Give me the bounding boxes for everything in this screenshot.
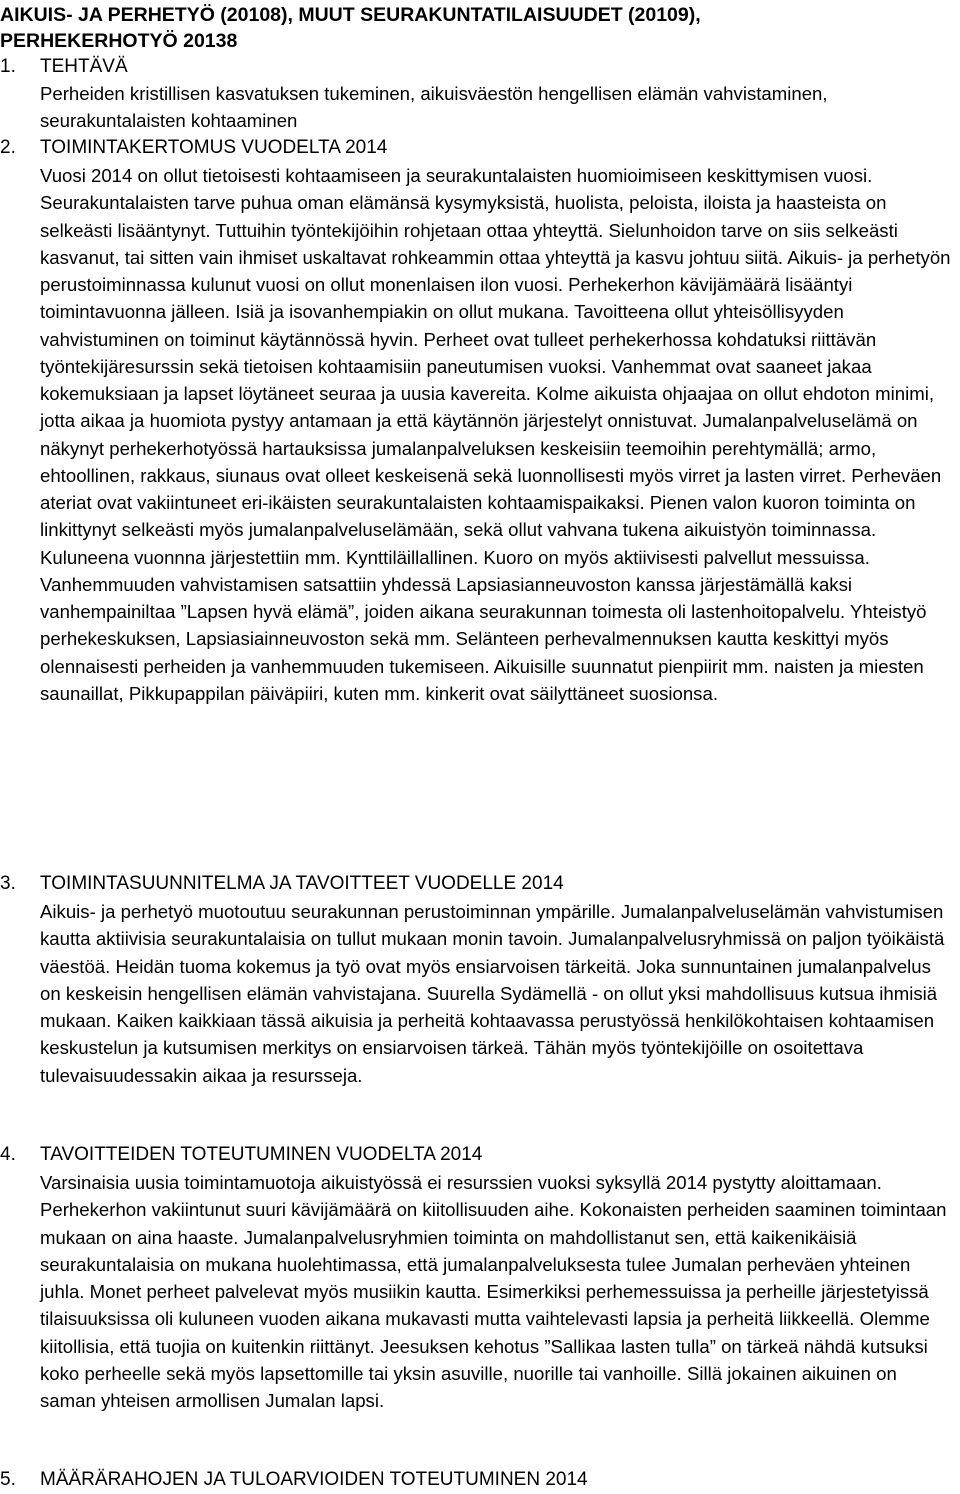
section-2-number: 2. (0, 137, 16, 158)
section-5-number: 5. (0, 1469, 16, 1490)
document-title (0, 2, 950, 54)
section-3-body: Aikuis- ja perhetyö muotoutuu seurakunnan perustoiminnan ympärille. Jumalanpalveluselämän vahvistumisen kautta aktiivisia seurakuntalaisia on tullut mukaan monin tavoin. Jumalanpalvelusryhmissä on paljon työikäistä väestöä. Heidän tuoma kokemus ja työ ovat myös ensiarvoisen tärkeitä. Joka sunnuntainen jumalanpalvelus on keskeisin hengellisen elämän vahvistajana. Suurella Sydämellä - on ollut yksi mahdollisuus kutsua ihmisiä mukaan. Kaiken kaikkiaan tässä aikuisia ja perheitä kohtaavassa perustyössä henkilökohtaisen kohtaamisen keskustelun ja kutsumisen merkitys on ensiarvoisen tärkeä. Tähän myös työntekijöille on osoitettava tulevaisuudessakin aikaa ja resursseja. (40, 901, 945, 1086)
section-1-number: 1. (0, 56, 16, 77)
section-2-heading: TOIMINTAKERTOMUS VUODELTA 2014 (40, 137, 388, 158)
document-title-line-1: AIKUIS- JA PERHETYÖ (20108), MUUT SEURAKUNTATILAISUUDET (20109), (0, 4, 701, 26)
section-4-number: 4. (0, 1144, 16, 1165)
section-3-number: 3. (0, 873, 16, 894)
section-5-heading: MÄÄRÄRAHOJEN JA TULOARVIOIDEN TOTEUTUMINEN 2014 (40, 1469, 588, 1490)
section-1-heading: TEHTÄVÄ (40, 56, 128, 77)
section-3-heading: TOIMINTASUUNNITELMA JA TAVOITTEET VUODELLE 2014 (40, 873, 564, 894)
section-4-body: Varsinaisia uusia toimintamuotoja aikuistyössä ei resurssien vuoksi syksyllä 2014 pystytty aloittamaan. Perhekerhon vakiintunut suuri kävijämäärä on kiitollisuuden aihe. Kokonaisten perheiden saaminen toimintaan mukaan on aina haaste. Jumalanpalvelusryhmien toiminta on mahdollistanut sen, että kaikenikäisiä seurakuntalaisia on mukana huolehtimassa, että jumalanpalveluksesta tulee Jumalan perheväen yhteinen juhla. Monet perheet palvelevat myös musiikin kautta. Esimerkiksi perhemessuissa ja perheille järjestetyissä tilaisuuksissa oli kuluneen vuoden aikana mukavasti mutta vaihtelevasti lapsia ja perheitä liikkeellä. Olemme kiitollisia, että tuojia on kuitenkin riittänyt. Jeesuksen kehotus ”Sallikaa lasten tulla” on tärkeä nähdä kutsuksi koko perheelle sekä myös lapsettomille tai yksin asuville, nuorille tai vanhoille. Sillä jokainen aikuinen on saman yhteisen armollisen Jumalan lapsi. (40, 1172, 947, 1411)
document-title-line-2: PERHEKERHOTYÖ 20138 (0, 30, 238, 52)
section-2-body: Vuosi 2014 on ollut tietoisesti kohtaamiseen ja seurakuntalaisten huomioimiseen keskittymisen vuosi. Seurakuntalaisten tarve puhua oman elämänsä kysymyksistä, huolista, peloista, iloista ja haasteista on selkeästi lisääntynyt. Tuttuihin työntekijöihin rohjetaan ottaa yhteyttä. Sielunhoidon tarve on siis selkeästi kasvanut, tai sitten vain ihmiset uskaltavat rohkeammin ottaa yhteyttä ja kasvu johtuu siitä. Aikuis- ja perhetyön perustoiminnassa kulunut vuosi on ollut monenlaisen ilon vuosi. Perhekerhon kävijämäärä lisääntyi toimintavuonna jälleen. Isiä ja isovanhempiakin on ollut mukana. Tavoitteena ollut yhteisöllisyyden vahvistuminen on toiminut käytännössä hyvin. Perheet ovat tulleet perhekerhossa kohdatuksi riittävän työntekijäresurssin sekä tietoisen kohtaamisiin paneutumisen vuoksi. Vanhemmat ovat saaneet jakaa kokemuksiaan ja lapset löytäneet seuraa ja uusia kavereita. Kolme aikuista ohjaajaa on ollut ehdoton minimi, jotta aikaa ja huomiota pystyy antamaan ja että käytännön järjestelyt onnistuvat. Jumalanpalveluselämä on näkynyt perhekerhotyössä hartauksissa jumalanpalveluksen keskeisiin teemoihin perehtymällä; armo, ehtoollinen, rakkaus, siunaus ovat olleet keskeisenä sekä luonnollisesti myös virret ja lasten virret. Perheväen ateriat ovat vakiintuneet eri-ikäisten seurakuntalaisten kohtaamispaikaksi. Pienen valon kuoron toiminta on linkittynyt selkeästi myös jumalanpalveluselämään, sekä ollut vahvana tukena aikuistyön toiminnassa. Kuluneena vuonnna järjestettiin mm. Kynttiläillallinen. Kuoro on myös aktiivisesti palvellut messuissa. Vanhemmuuden vahvistamisen satsattiin yhdessä Lapsiasianneuvoston kanssa järjestämällä kaksi vanhempainiltaa ”Lapsen hyvä elämä”, joiden aikana seurakunnan toimesta oli lastenhoitopalvelu. Yhteistyö perhekeskuksen, Lapsiasiainneuvoston sekä mm. Selänteen perhevalmennuksen kautta keskittyi myös olennaisesti perheiden ja vanhemmuuden tukemiseen. Aikuisille suunnatut pienpiirit mm. naisten ja miesten saunaillat, Pikkupappilan päiväpiiri, kuten mm. kinkerit ovat säilyttäneet suosionsa. (40, 165, 951, 704)
section-1-body: Perheiden kristillisen kasvatuksen tukeminen, aikuisväestön hengellisen elämän vahvistaminen, seurakuntalaisten kohtaaminen (40, 83, 828, 132)
section-4-heading: TAVOITTEIDEN TOTEUTUMINEN VUODELTA 2014 (40, 1144, 483, 1165)
